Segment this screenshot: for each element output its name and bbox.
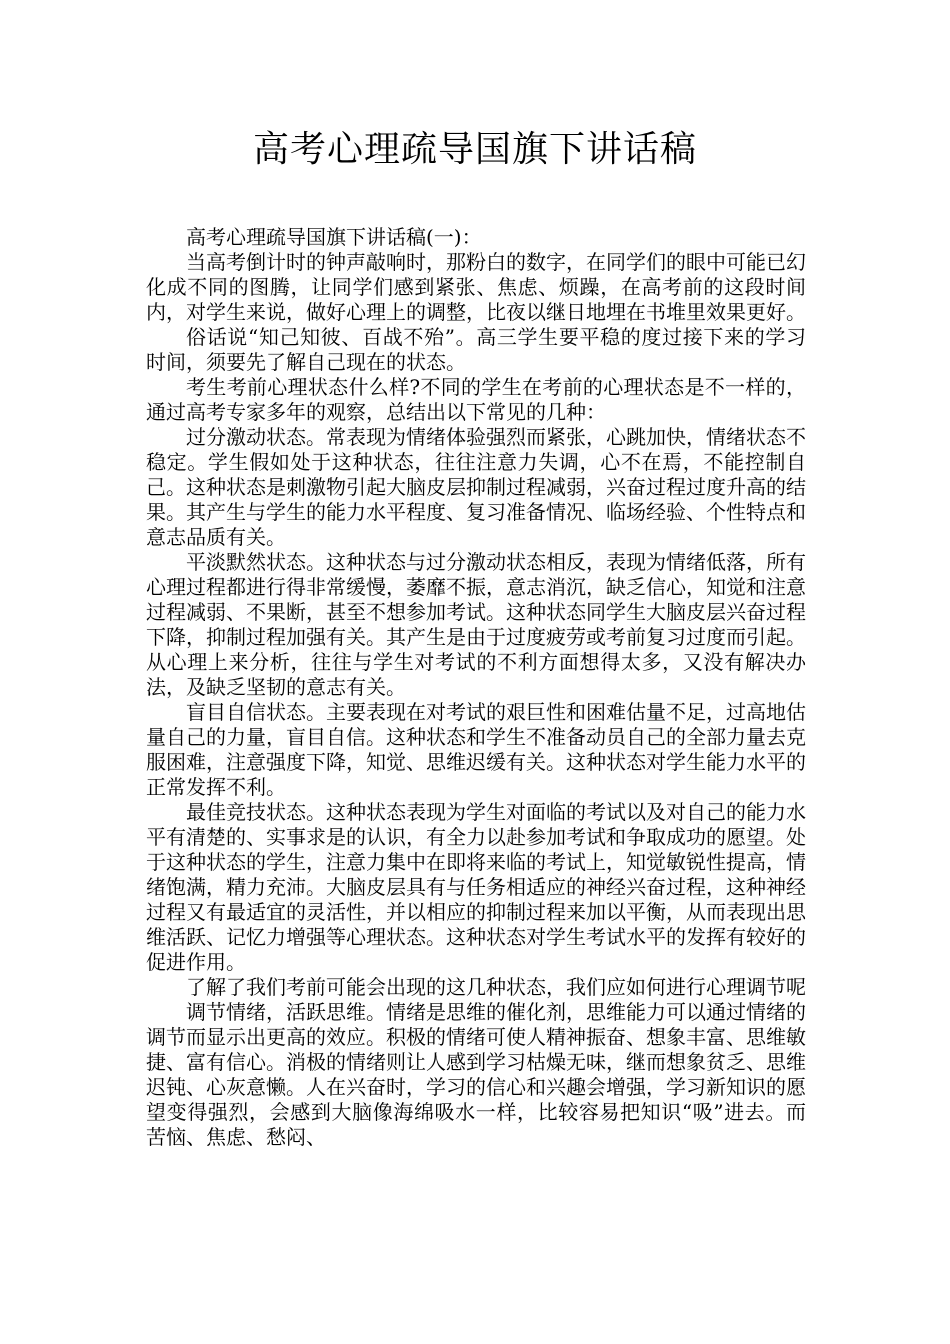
paragraph-overexcited: 过分激动状态。常表现为情绪体验强烈而紧张，心跳加快，情绪状态不稳定。学生假如处于这种状态，往往注意力失调，心不在焉，不能控制自己。这种状态是刺激物引起大脑皮层抑制过程减弱，兴奋过程过度升高的结果。其产生与学生的能力水平程度、复习准备情况、临场经验、个性特点和意志品质有关。 — [146, 425, 806, 549]
document-body — [146, 225, 806, 1150]
paragraph-apathetic: 平淡默然状态。这种状态与过分激动状态相反，表现为情绪低落，所有心理过程都进行得非常缓慢，萎靡不振，意志消沉，缺乏信心，知觉和注意过程减弱、不果断，甚至不想参加考试。这种状态同学生大脑皮层兴奋过程下降，抑制过程加强有关。其产生是由于过度疲劳或考前复习过度而引起。从心理上来分析，往往与学生对考试的不利方面想得太多，又没有解决办法，及缺乏坚韧的意志有关。 — [146, 550, 806, 699]
paragraph-proverb: 俗话说“知己知彼、百战不殆”。高三学生要平稳的度过接下来的学习时间，须要先了解自己现在的状态。 — [146, 325, 806, 374]
paragraph-optimal: 最佳竞技状态。这种状态表现为学生对面临的考试以及对自己的能力水平有清楚的、实事求是的认识，有全力以赴参加考试和争取成功的愿望。处于这种状态的学生，注意力集中在即将来临的考试上，知觉敏锐性提高，情绪饱满，精力充沛。大脑皮层具有与任务相适应的神经兴奋过程，这种神经过程又有最适宜的灵活性，并以相应的抑制过程来加以平衡，从而表现出思维活跃、记忆力增强等心理状态。这种状态对学生考试水平的发挥有较好的促进作用。 — [146, 800, 806, 974]
paragraph-overconfident: 盲目自信状态。主要表现在对考试的艰巨性和困难估量不足，过高地估量自己的力量，盲目自信。这种状态和学生不准备动员自己的全部力量去克服困难，注意强度下降，知觉、思维迟缓有关。这种状态对学生能力水平的正常发挥不利。 — [146, 700, 806, 799]
paragraph-subtitle: 高考心理疏导国旗下讲话稿(一)： — [186, 225, 482, 249]
paragraph-intro: 当高考倒计时的钟声敲响时，那粉白的数字，在同学们的眼中可能已幻化成不同的图腾，让同学们感到紧张、焦虑、烦躁，在高考前的这段时间内，对学生来说，做好心理上的调整，比夜以继日地埋在书堆里效果更好。 — [146, 250, 806, 324]
paragraph-transition: 了解了我们考前可能会出现的这几种状态，我们应如何进行心理调节呢 — [186, 975, 806, 999]
paragraph-emotion-regulation: 调节情绪，活跃思维。情绪是思维的催化剂，思维能力可以通过情绪的调节而显示出更高的效应。积极的情绪可使人精神振奋、想象丰富、思维敏捷、富有信心。消极的情绪则让人感到学习枯燥无味，继而想象贫乏、思维迟钝、心灰意懒。人在兴奋时，学习的信心和兴趣会增强，学习新知识的愿望变得强烈，会感到大脑像海绵吸水一样，比较容易把知识“吸”进去。而苦恼、焦虑、愁闷、 — [146, 1000, 806, 1149]
paragraph-question: 考生考前心理状态什么样?不同的学生在考前的心理状态是不一样的，通过高考专家多年的观察，总结出以下常见的几种： — [146, 375, 806, 424]
document-title: 高考心理疏导国旗下讲话稿 — [252, 129, 697, 170]
